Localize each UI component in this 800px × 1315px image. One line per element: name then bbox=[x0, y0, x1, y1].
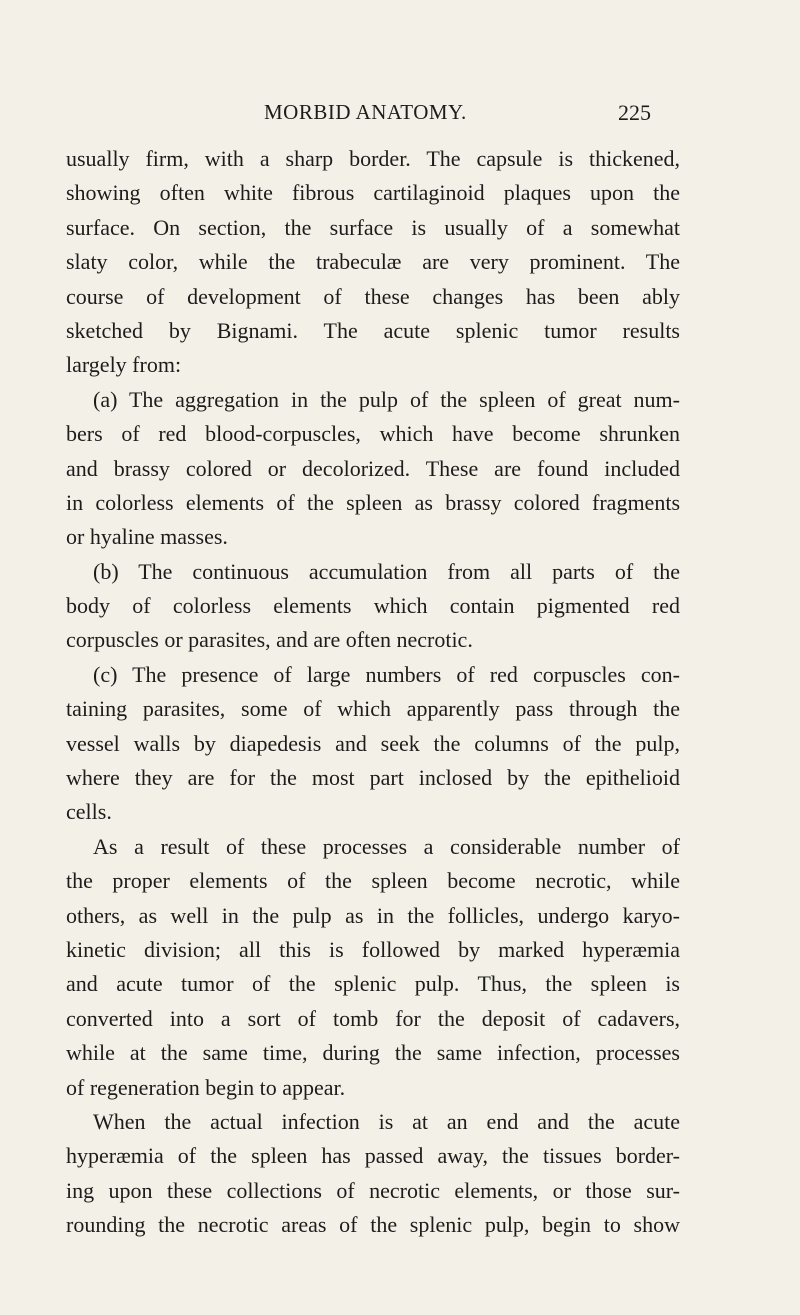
text-line: kinetic division; all this is followed by marked hyperæmia bbox=[66, 936, 680, 962]
text-line: cells. bbox=[66, 799, 112, 825]
text-line: ing upon these collections of necrotic elements, or those sur- bbox=[66, 1177, 680, 1203]
text-line: largely from: bbox=[66, 352, 182, 378]
running-title: MORBID ANATOMY. bbox=[264, 100, 467, 124]
text-line: rounding the necrotic areas of the splenic pulp, begin to show bbox=[66, 1212, 680, 1238]
text-line: others, as well in the pulp as in the follicles, undergo karyo- bbox=[66, 902, 680, 928]
text-line: sketched by Bignami. The acute splenic tumor results bbox=[66, 317, 680, 343]
text-line: taining parasites, some of which apparently pass through the bbox=[66, 696, 680, 722]
text-line: or hyaline masses. bbox=[66, 524, 228, 550]
text-line: body of colorless elements which contain pigmented red bbox=[66, 593, 680, 619]
running-head bbox=[0, 100, 800, 130]
text-line: bers of red blood-corpuscles, which have become shrunken bbox=[66, 421, 680, 447]
text-line: corpuscles or parasites, and are often necrotic. bbox=[66, 627, 473, 653]
text-line: (a) The aggregation in the pulp of the spleen of great num- bbox=[93, 386, 680, 412]
text-line: As a result of these processes a considerable number of bbox=[93, 833, 680, 859]
text-line: and brassy colored or decolorized. These are found included bbox=[66, 455, 680, 481]
text-line: vessel walls by diapedesis and seek the columns of the pulp, bbox=[66, 730, 680, 756]
text-line: course of development of these changes has been ably bbox=[66, 283, 680, 309]
page-number: 225 bbox=[618, 100, 651, 125]
text-line: (c) The presence of large numbers of red corpuscles con- bbox=[93, 661, 680, 687]
text-line: surface. On section, the surface is usually of a somewhat bbox=[66, 214, 680, 240]
text-line: (b) The continuous accumulation from all parts of the bbox=[93, 558, 680, 584]
text-line: slaty color, while the trabeculæ are very prominent. The bbox=[66, 249, 680, 275]
text-line: converted into a sort of tomb for the deposit of cadavers, bbox=[66, 1005, 680, 1031]
text-line: where they are for the most part inclosed by the epithelioid bbox=[66, 765, 680, 791]
text-line: while at the same time, during the same infection, processes bbox=[66, 1040, 680, 1066]
text-line: showing often white fibrous cartilaginoid plaques upon the bbox=[66, 180, 680, 206]
text-line: the proper elements of the spleen become necrotic, while bbox=[66, 868, 680, 894]
text-line: in colorless elements of the spleen as brassy colored fragments bbox=[66, 489, 680, 515]
text-line: usually firm, with a sharp border. The capsule is thickened, bbox=[66, 146, 680, 171]
text-line: When the actual infection is at an end and the acute bbox=[93, 1108, 680, 1134]
text-line: and acute tumor of the splenic pulp. Thus, the spleen is bbox=[66, 971, 680, 997]
text-line: of regeneration begin to appear. bbox=[66, 1074, 346, 1100]
body-text bbox=[66, 142, 680, 1243]
text-line: hyperæmia of the spleen has passed away, the tissues border- bbox=[66, 1143, 680, 1169]
